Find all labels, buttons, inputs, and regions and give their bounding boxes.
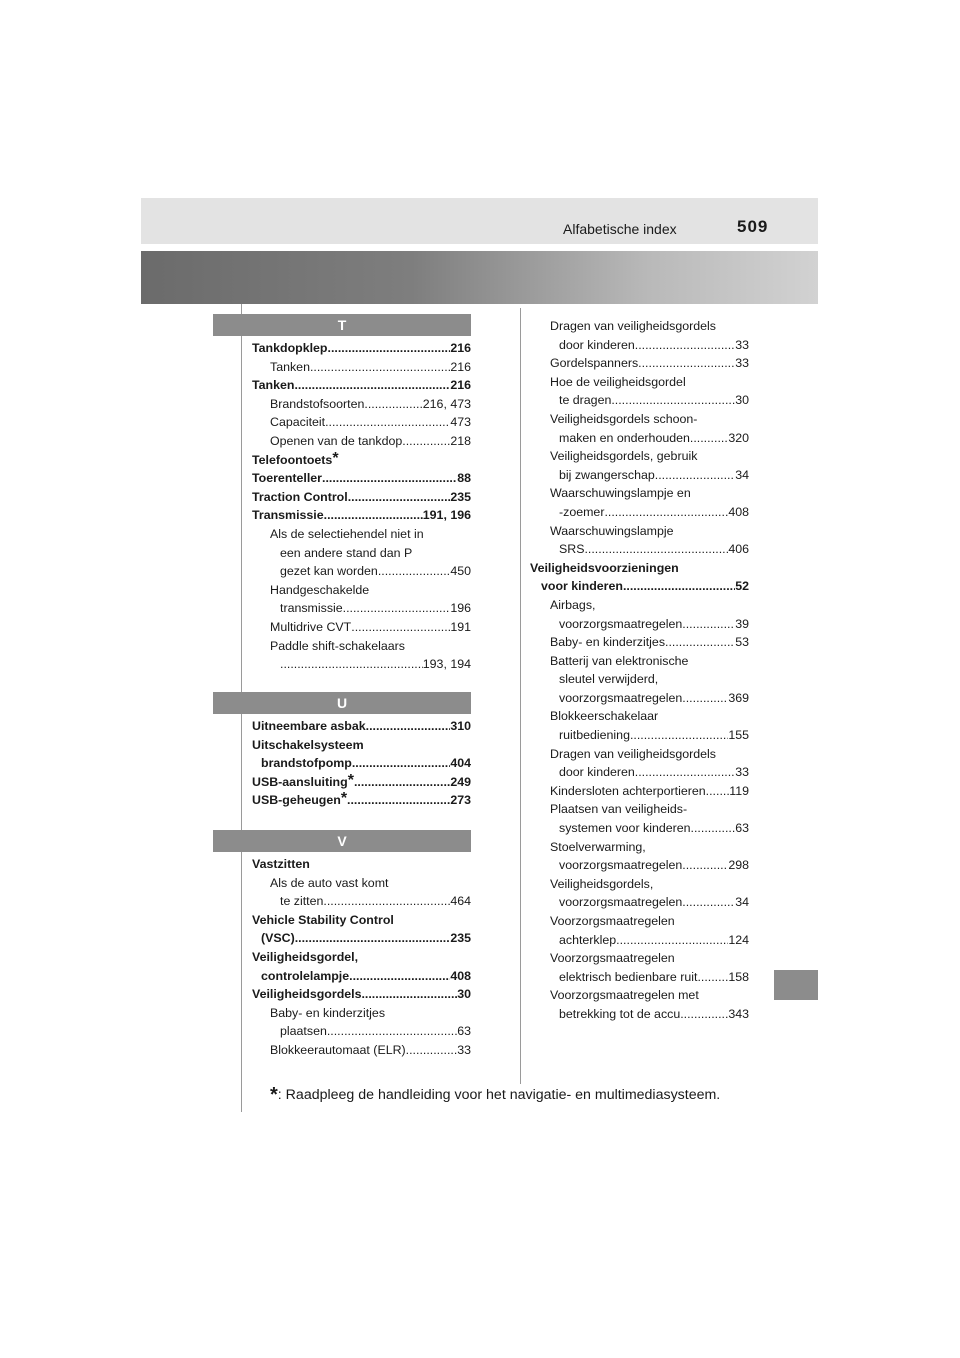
index-entry: Openen van de tankdop ..... 218 — [252, 432, 471, 451]
footnote-asterisk: * — [332, 449, 339, 467]
index-group-u — [252, 717, 471, 810]
index-entry: Toerenteller ..... 88 — [252, 469, 471, 488]
index-entry: Multidrive CVT ..... 191 — [252, 618, 471, 637]
header-title: Alfabetische index — [563, 221, 677, 237]
index-entry: Dragen van veiligheidsgordels — [550, 319, 716, 333]
index-entry: Baby- en kinderzitjes ..... 53 — [530, 633, 749, 652]
index-entry: Voorzorgsmaatregelen — [550, 951, 675, 966]
index-entry: plaatsen ..... 63 — [252, 1022, 471, 1041]
index-entry: Veiligheidsgordels ..... 30 — [252, 985, 471, 1004]
index-entry: Uitschakelsysteem — [252, 737, 364, 752]
index-entry: Stoelverwarming, — [550, 839, 646, 854]
index-entry: Voorzorgsmaatregelen — [550, 914, 675, 928]
index-entry: maken en onderhouden ..... 320 — [530, 429, 749, 448]
index-entry: -zoemer ..... 408 — [530, 503, 749, 522]
index-entry: voorzorgsmaatregelen ..... 369 — [530, 689, 749, 708]
index-entry: ..... 193, 194 — [252, 655, 471, 674]
index-entry: Vehicle Stability Control — [252, 912, 394, 927]
index-group-v — [252, 855, 471, 1060]
index-entry: Tankdopklep ..... 216 — [252, 339, 471, 358]
index-entry: Waarschuwingslampje — [550, 523, 674, 538]
index-entry: Uitneembare asbak ..... 310 — [252, 717, 471, 736]
index-entry: Handgeschakelde — [270, 582, 370, 597]
index-entry: controlelampje ..... 408 — [252, 967, 471, 986]
footnote-text: : Raadpleeg de handleiding voor het navigatie- en multimediasysteem. — [277, 1087, 721, 1103]
index-entry: Transmissie ..... 191, 196 — [252, 506, 471, 525]
index-entry: door kinderen ..... 33 — [530, 336, 749, 355]
index-entry: brandstofpomp ..... 404 — [252, 754, 471, 773]
index-entry: Brandstofsoorten ..... 216, 473 — [252, 395, 471, 414]
index-entry: Als de auto vast komt — [270, 875, 389, 890]
index-entry: voor kinderen ..... 52 — [530, 577, 749, 596]
footnote-asterisk: * — [270, 1084, 278, 1106]
index-entry: Airbags, — [550, 597, 596, 612]
index-entry: Blokkeerautomaat (ELR) ..... 33 — [252, 1041, 471, 1060]
index-entry: voorzorgsmaatregelen ..... 39 — [530, 615, 749, 634]
page-number: 509 — [737, 217, 769, 236]
index-entry: Dragen van veiligheidsgordels — [550, 746, 716, 761]
column-divider — [520, 308, 521, 1084]
index-entry: te zitten ..... 464 — [252, 892, 471, 911]
index-entry: Veiligheidsvoorzieningen — [530, 560, 679, 575]
index-group-t — [252, 339, 471, 674]
index-entry: USB-geheugen* ..... 273 — [252, 791, 471, 810]
index-entry: Batterij van elektronische — [550, 653, 689, 668]
index-entry: Tanken ..... 216 — [252, 358, 471, 377]
header-bar — [141, 198, 818, 244]
index-entry: gezet kan worden ..... 450 — [252, 562, 471, 581]
index-entry: te dragen ..... 30 — [530, 391, 749, 410]
index-entry: Veiligheidsgordel, — [252, 949, 359, 964]
index-entry: Gordelspanners ..... 33 — [530, 354, 749, 373]
index-entry: elektrisch bedienbare ruit ..... 158 — [530, 968, 749, 987]
section-header-v: V — [213, 830, 471, 852]
index-entry: Hoe de veiligheidsgordel — [550, 374, 686, 389]
index-entry: Paddle shift-schakelaars — [270, 638, 405, 653]
index-entry: Kindersloten achterportieren ..... 119 — [530, 782, 749, 801]
index-entry: bij zwangerschap ..... 34 — [530, 466, 749, 485]
index-entry: Tanken ..... 216 — [252, 376, 471, 395]
index-entry: (VSC) ..... 235 — [252, 929, 471, 948]
index-entry: Telefoontoets* — [252, 449, 339, 467]
index-entry: Veiligheidsgordels, — [550, 876, 654, 891]
index-entry: achterklep ..... 124 — [530, 931, 749, 950]
index-entry: Baby- en kinderzitjes — [270, 1005, 386, 1020]
index-entry: voorzorgsmaatregelen ..... 298 — [530, 856, 749, 875]
index-entry: Blokkeerschakelaar — [550, 709, 659, 724]
section-thumb-tab — [774, 970, 818, 1000]
index-entry: Traction Control ..... 235 — [252, 488, 471, 507]
index-entry: door kinderen ..... 33 — [530, 763, 749, 782]
index-entry: betrekking tot de accu ..... 343 — [530, 1005, 749, 1024]
index-entry: ruitbediening ..... 155 — [530, 726, 749, 745]
header-gradient-band — [141, 251, 818, 304]
index-entry: Voorzorgsmaatregelen met — [550, 988, 699, 1003]
index-column-right — [530, 317, 749, 1024]
index-entry: een andere stand dan P — [280, 545, 413, 560]
section-header-u: U — [213, 692, 471, 714]
footnote — [270, 1084, 720, 1107]
index-entry: SRS ..... 406 — [530, 540, 749, 559]
index-entry: Plaatsen van veiligheids- — [550, 802, 688, 817]
footnote-asterisk: * — [340, 790, 348, 808]
index-entry: Waarschuwingslampje en — [550, 486, 691, 501]
index-entry: Veiligheidsgordels schoon- — [550, 411, 698, 426]
index-entry: Vastzitten — [252, 857, 310, 871]
index-entry: Veiligheidsgordels, gebruik — [550, 449, 698, 464]
index-entry: Capaciteit ..... 473 — [252, 413, 471, 432]
footnote-asterisk: * — [347, 771, 354, 789]
index-entry: USB-aansluiting* ..... 249 — [252, 773, 471, 792]
section-header-t: T — [213, 314, 471, 336]
index-entry: systemen voor kinderen ..... 63 — [530, 819, 749, 838]
index-entry: Als de selectiehendel niet in — [270, 526, 424, 541]
index-entry: voorzorgsmaatregelen ..... 34 — [530, 893, 749, 912]
index-entry: sleutel verwijderd, — [559, 672, 659, 687]
index-entry: transmissie ..... 196 — [252, 599, 471, 618]
